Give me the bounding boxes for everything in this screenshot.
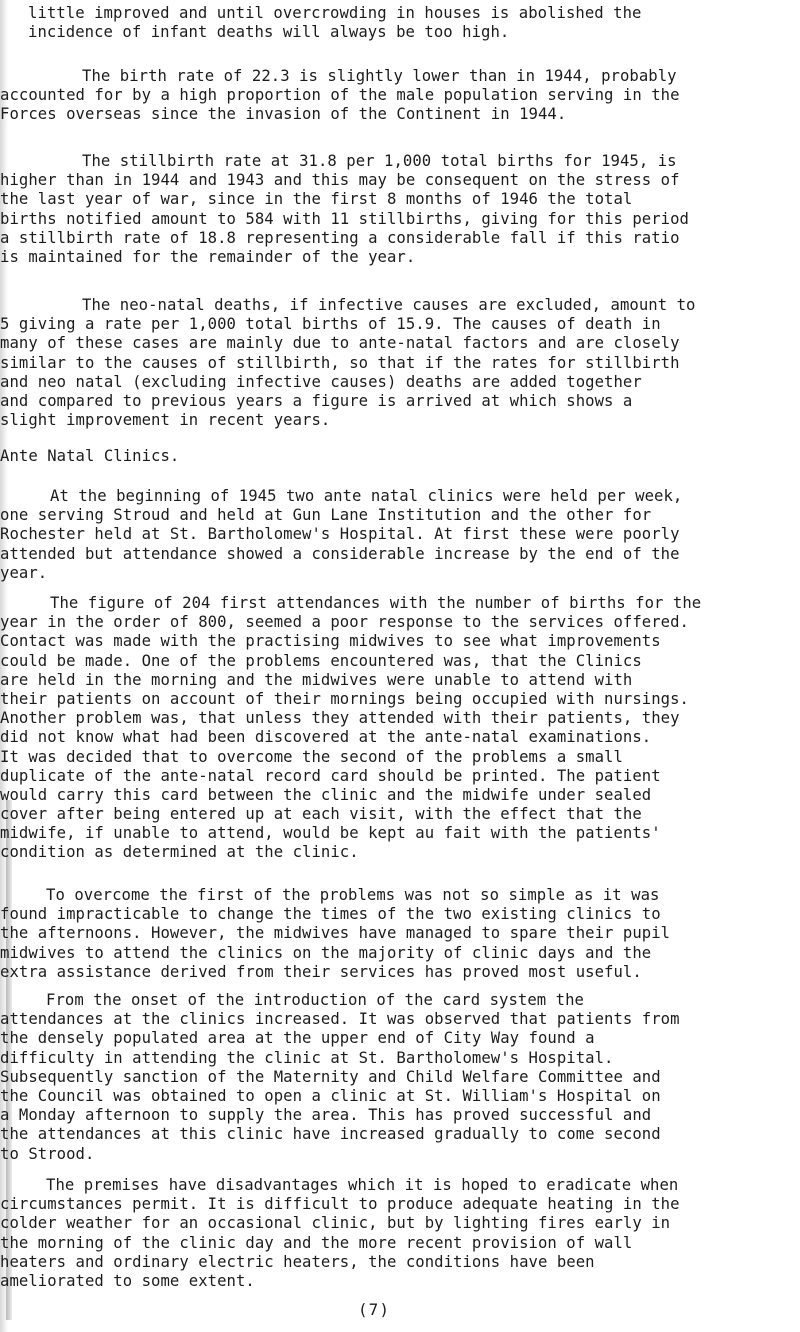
paragraph-first-attendances — [0, 594, 800, 863]
text-line: year in the order of 800, seemed a poor response to the services offered. — [0, 613, 689, 632]
text-line: are held in the morning and the midwives were unable to attend with — [0, 670, 633, 689]
text-line: colder weather for an occasional clinic, but by lighting fires early in — [0, 1214, 671, 1233]
text-line: and neo natal (excluding infective causes) deaths are added together — [0, 372, 642, 391]
text-line: From the onset of the introduction of the card system the — [46, 991, 584, 1009]
section-heading-ante-natal-clinics — [0, 447, 800, 466]
text-line: higher than in 1944 and 1943 and this may be consequent on the stress of — [0, 171, 680, 190]
text-line: the attendances at this clinic have increased gradually to come second — [0, 1125, 661, 1144]
text-line: The figure of 204 first attendances with the number of births for the — [50, 594, 702, 612]
text-line: Subsequently sanction of the Maternity and Child Welfare Committee and — [0, 1067, 661, 1086]
text-line: year. — [0, 563, 48, 582]
text-line: the Council was obtained to open a clinic at St. William's Hospital on — [0, 1086, 661, 1105]
text-line: the densely populated area at the upper end of City Way found a — [0, 1029, 595, 1048]
text-line: Contact was made with the practising midwives to see what improvements — [0, 632, 661, 651]
text-line: condition as determined at the clinic. — [0, 843, 359, 862]
text-line: a Monday afternoon to supply the area. This has proved successful and — [0, 1106, 652, 1125]
text-line: ameliorated to some extent. — [0, 1271, 255, 1290]
text-line: It was decided that to overcome the second of the problems a small — [0, 747, 623, 766]
text-line: At the beginning of 1945 two ante natal clinics were held per week, — [50, 487, 683, 505]
page-footer — [0, 1300, 800, 1319]
text-line: The neo-natal deaths, if infective causes are excluded, amount to — [82, 296, 696, 314]
text-line: the afternoons. However, the midwives have managed to spare their pupil — [0, 924, 671, 943]
text-line: did not know what had been discovered at the ante-natal examinations. — [0, 728, 652, 747]
paragraph-first-problem — [0, 886, 800, 982]
paragraph-premises — [0, 1176, 800, 1291]
paragraph-neonatal-deaths — [0, 296, 800, 430]
text-line: found impracticable to change the times of the two existing clinics to — [0, 905, 661, 924]
text-line: The premises have disadvantages which it is hoped to eradicate when — [46, 1176, 679, 1194]
text-line: extra assistance derived from their services has proved most useful. — [0, 962, 642, 981]
text-line: 5 giving a rate per 1,000 total births of 15.9. The causes of death in — [0, 315, 661, 334]
text-line: one serving Stroud and held at Gun Lane Institution and the other for — [0, 506, 652, 525]
paragraph-birth-rate — [0, 67, 800, 125]
heading-text: Ante Natal Clinics. — [0, 447, 180, 465]
text-line: heaters and ordinary electric heaters, the conditions have been — [0, 1252, 595, 1271]
text-line: difficulty in attending the clinic at St. Bartholomew's Hospital. — [0, 1048, 614, 1067]
text-line: midwife, if unable to attend, would be kept au fait with the patients' — [0, 824, 661, 843]
text-line: a stillbirth rate of 18.8 representing a considerable fall if this ratio — [0, 228, 680, 247]
text-line: their patients on account of their mornings being occupied with nursings. — [0, 689, 689, 708]
text-line: similar to the causes of stillbirth, so that if the rates for stillbirth — [0, 353, 680, 372]
text-line: the morning of the clinic day and the more recent provision of wall — [0, 1233, 633, 1252]
text-line: Rochester held at St. Bartholomew's Hospital. At first these were poorly — [0, 525, 680, 544]
text-line: duplicate of the ante-natal record card should be printed. The patient — [0, 766, 661, 785]
text-line: and compared to previous years a figure is arrived at which shows a — [0, 391, 633, 410]
text-line: To overcome the first of the problems was not so simple as it was — [46, 886, 660, 904]
text-line: midwives to attend the clinics on the majority of clinic days and the — [0, 943, 652, 962]
text-line: circumstances permit. It is difficult to produce adequate heating in the — [0, 1195, 680, 1214]
paragraph-infant-deaths — [28, 4, 800, 42]
paragraph-card-system — [0, 991, 800, 1164]
text-line: attendances at the clinics increased. It was observed that patients from — [0, 1010, 680, 1029]
text-line: would carry this card between the clinic and the midwife under sealed — [0, 785, 652, 804]
text-line: to Strood. — [0, 1144, 95, 1163]
text-line: could be made. One of the problems encountered was, that the Clinics — [0, 651, 642, 670]
text-line: slight improvement in recent years. — [0, 411, 331, 430]
text-line: many of these cases are mainly due to ante-natal factors and are closely — [0, 334, 680, 353]
text-line: The stillbirth rate at 31.8 per 1,000 total births for 1945, is — [82, 152, 677, 170]
text-line: cover after being entered up at each visit, with the effect that the — [0, 805, 642, 824]
text-line: incidence of infant deaths will always be too high. — [28, 23, 510, 42]
text-line: is maintained for the remainder of the year. — [0, 247, 416, 266]
text-line: the last year of war, since in the first 8 months of 1946 the total — [0, 190, 633, 209]
paragraph-clinics-1945 — [0, 487, 800, 583]
text-line: Forces overseas since the invasion of the Continent in 1944. — [0, 105, 567, 124]
text-line: Another problem was, that unless they attended with their patients, they — [0, 709, 680, 728]
text-line: accounted for by a high proportion of the male population serving in the — [0, 86, 680, 105]
page-number: (7) — [358, 1300, 390, 1319]
text-line: attended but attendance showed a considerable increase by the end of the — [0, 544, 680, 563]
text-line: births notified amount to 584 with 11 stillbirths, giving for this period — [0, 209, 689, 228]
text-line: The birth rate of 22.3 is slightly lower than in 1944, probably — [82, 67, 677, 85]
paragraph-stillbirth-rate — [0, 152, 800, 267]
text-line: little improved and until overcrowding in houses is abolished the — [28, 4, 642, 22]
